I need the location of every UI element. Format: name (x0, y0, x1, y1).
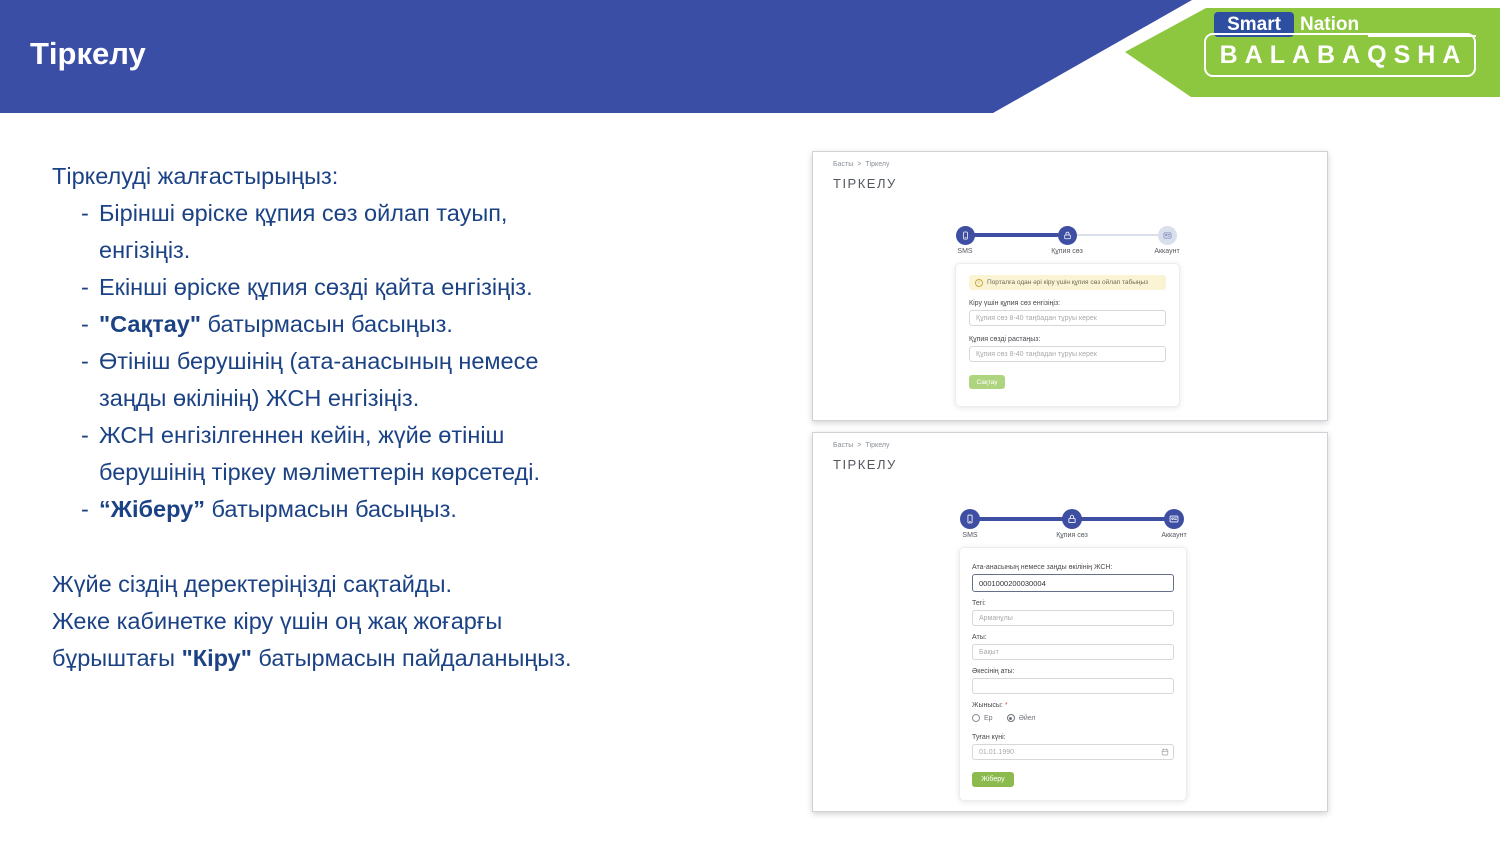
lock-icon (1067, 514, 1077, 524)
name-input[interactable] (972, 644, 1174, 660)
birthdate-label: Туған күні: (972, 734, 1006, 741)
radio-female-label: Әйел (1018, 714, 1036, 722)
outro-text-2: Жеке кабинетке кіру үшін оң жақ жоғарғы бұрыштағы "Кіру" батырмасын пайдаланыңыз. (52, 608, 572, 671)
surname-label: Тегі: (972, 600, 986, 607)
breadcrumb-current: Тіркелу (865, 442, 890, 449)
bullet-text: "Сақтау" батырмасын басыңыз. (99, 311, 453, 337)
breadcrumb-separator: > (857, 442, 862, 449)
save-button[interactable]: Сақтау (969, 375, 1005, 389)
step-label-account: Аккаунт (1154, 248, 1180, 255)
step-circle-sms (960, 509, 980, 529)
radio-female[interactable] (1007, 714, 1015, 722)
breadcrumb-separator: > (857, 161, 862, 168)
confirm-password-label: Құпия сөзді растаңыз: (969, 336, 1041, 343)
step-label-password: Құпия сөз (1056, 532, 1088, 539)
instructions-block (52, 158, 702, 677)
bullet-dash: - (81, 200, 89, 226)
step-label-sms: SMS (962, 532, 978, 539)
step-circle-sms (956, 226, 975, 245)
lock-icon (1063, 231, 1072, 240)
bullet-dash: - (81, 422, 89, 448)
step-circle-password (1058, 226, 1077, 245)
step-label-account: Аккаунт (1161, 532, 1187, 539)
id-card-icon (1163, 231, 1172, 240)
step-label-password: Құпия сөз (1051, 248, 1083, 255)
bullet-dash: - (81, 274, 89, 300)
step-line-active (978, 517, 1064, 521)
smartnation-balabaqsha-logo (1118, 0, 1500, 118)
bullet-text: Өтініш берушінің (ата-анасының немесе заңды өкілінің) ЖСН енгізіңіз. (99, 348, 539, 411)
bullet-text: ЖСН енгізілгеннен кейін, жүйе өтініш берушінің тіркеу мәліметтерін көрсетеді. (99, 422, 540, 485)
password-input[interactable] (969, 310, 1166, 326)
bullet-dash: - (81, 311, 89, 337)
logo-nation-label: Nation (1300, 14, 1360, 35)
name-label: Аты: (972, 634, 987, 641)
confirm-password-input[interactable] (969, 346, 1166, 362)
page-title: Тіркелу (30, 36, 146, 71)
calendar-icon[interactable] (1161, 748, 1169, 756)
phone-icon (961, 231, 970, 240)
step-line-inactive (1075, 234, 1159, 236)
step-line-active (1080, 517, 1166, 521)
bullet-item (52, 269, 702, 306)
bullet-text: Бірінші өріске құпия сөз ойлап тауып, енгізіңіз. (99, 200, 508, 263)
id-card-icon (1169, 514, 1179, 524)
bullet-item (52, 195, 702, 269)
birthdate-field (972, 744, 1174, 760)
bullet-item (52, 491, 702, 528)
bullet-item (52, 306, 702, 343)
required-asterisk: * (1004, 702, 1008, 709)
outro-block (52, 566, 592, 677)
submit-button[interactable]: Жіберу (972, 772, 1014, 787)
logo-smart-badge: Smart (1214, 12, 1294, 37)
step-circle-account (1158, 226, 1177, 245)
breadcrumb (833, 442, 889, 449)
bullet-item (52, 417, 702, 491)
intro-text: Тіркелуді жалғастырыңыз: (52, 163, 339, 189)
registration-title: ТІРКЕЛУ (833, 457, 897, 472)
surname-input[interactable] (972, 610, 1174, 626)
account-form-card (959, 547, 1187, 801)
bullet-text: Екінші өріске құпия сөзді қайта енгізіңіз. (99, 274, 533, 300)
password-form-card (955, 263, 1180, 407)
gender-label: Жынысы: * (972, 702, 1008, 709)
info-banner-text: Порталға одан әрі кіру үшін құпия сөз ойлап табыңыз (987, 279, 1149, 286)
birthdate-input[interactable] (972, 744, 1174, 760)
password-label: Кіру үшін құпия сөз енгізіңіз: (969, 300, 1061, 307)
step-label-sms: SMS (957, 248, 973, 255)
breadcrumb-current: Тіркелу (865, 161, 890, 168)
radio-male[interactable] (972, 714, 980, 722)
bullet-dash: - (81, 496, 89, 522)
step-circle-password (1062, 509, 1082, 529)
patronymic-input[interactable] (972, 678, 1174, 694)
info-banner (969, 275, 1166, 290)
registration-title: ТІРКЕЛУ (833, 176, 897, 191)
info-icon: i (975, 279, 983, 287)
screenshot-password-step (812, 151, 1328, 421)
breadcrumb (833, 161, 889, 168)
logo-balabaqsha-badge: BALABAQSHA (1204, 33, 1476, 77)
step-line-active (973, 233, 1059, 237)
breadcrumb-home-link[interactable]: Басты (833, 161, 854, 168)
patronymic-label: Әкесінің аты: (972, 668, 1015, 675)
gender-radio-group (972, 714, 1174, 722)
step-circle-account (1164, 509, 1184, 529)
phone-icon (965, 514, 975, 524)
iin-label: Ата-анасының немесе заңды өкілінің ЖСН: (972, 564, 1113, 571)
screenshot-account-step (812, 432, 1328, 812)
iin-input[interactable] (972, 574, 1174, 592)
bullet-dash: - (81, 348, 89, 374)
bullet-item (52, 343, 702, 417)
outro-text-1: Жүйе сіздің деректеріңізді сақтайды. (52, 571, 453, 597)
breadcrumb-home-link[interactable]: Басты (833, 442, 854, 449)
radio-male-label: Ер (984, 714, 993, 722)
bullet-text: “Жіберу” батырмасын басыңыз. (99, 496, 457, 522)
